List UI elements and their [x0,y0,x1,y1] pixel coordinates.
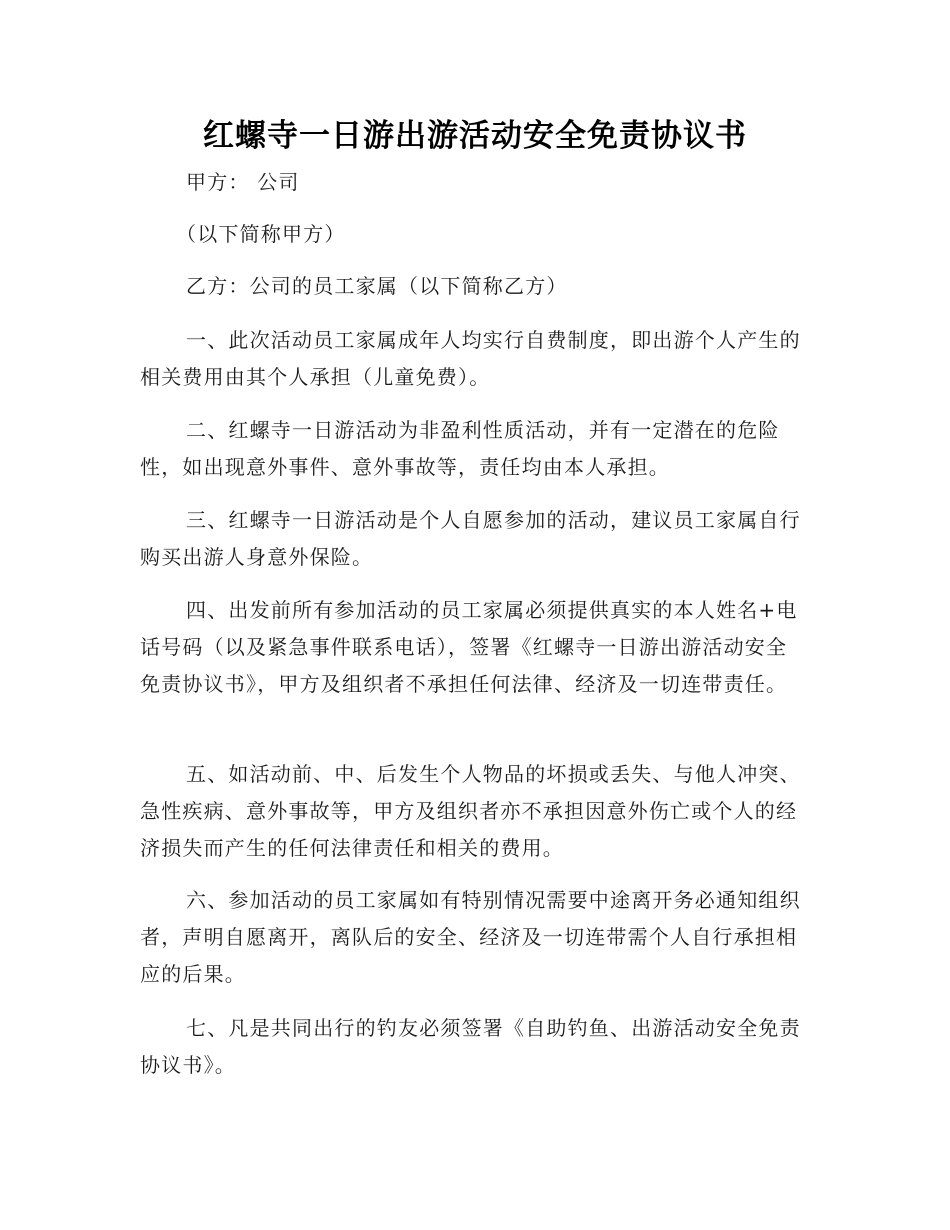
clause-4 [140,592,805,703]
party-b-text: 乙方：公司的员工家属（以下简称乙方） [186,274,568,298]
clause-text: 一、此次活动员工家属成年人均实行自费制度，即出游个人产生的相关费用由其个人承担（儿童免费）。 [140,328,801,389]
clause-text: 六、参加活动的员工家属如有特别情况需要中途离开务必通知组织者，声明自愿离开，离队后的安全、经济及一切连带需个人自行承担相应的后果。 [140,888,801,986]
clause-6 [140,882,805,993]
clause-text: 三、红螺寺一日游活动是个人自愿参加的活动，建议员工家属自行购买出游人身意外保险。 [140,508,801,569]
clause-1 [140,322,805,396]
document-title: 红螺寺一日游出游活动安全免责协议书 [203,118,747,154]
party-a-line [140,164,805,201]
clause-text: 五、如活动前、中、后发生个人物品的坏损或丢失、与他人冲突、急性疾病、意外事故等，甲方及组织者亦不承担因意外伤亡或个人的经济损失而产生的任何法律责任和相关的费用。 [140,762,801,860]
clause-2 [140,412,805,486]
clause-text: 二、红螺寺一日游活动为非盈利性质活动，并有一定潜在的危险性，如出现意外事件、意外事故等，责任均由本人承担。 [140,418,780,479]
clause-5 [140,756,805,867]
clause-text: 四、出发前所有参加活动的员工家属必须提供真实的本人姓名+电话号码（以及紧急事件联系电话），签署《红螺寺一日游出游活动安全免责协议书》，甲方及组织者不承担任何法律、经济及一切连带责任。 [140,598,798,696]
party-a-note-line [140,216,805,253]
party-a-text: 甲方： 公司 [186,170,300,194]
party-a-note-text: （以下简称甲方） [176,222,346,246]
party-b-line [140,268,805,305]
clause-7 [140,1010,805,1084]
clause-text: 七、凡是共同出行的钓友必须签署《自助钓鱼、出游活动安全免责协议书》。 [140,1016,801,1077]
clause-3 [140,502,805,576]
